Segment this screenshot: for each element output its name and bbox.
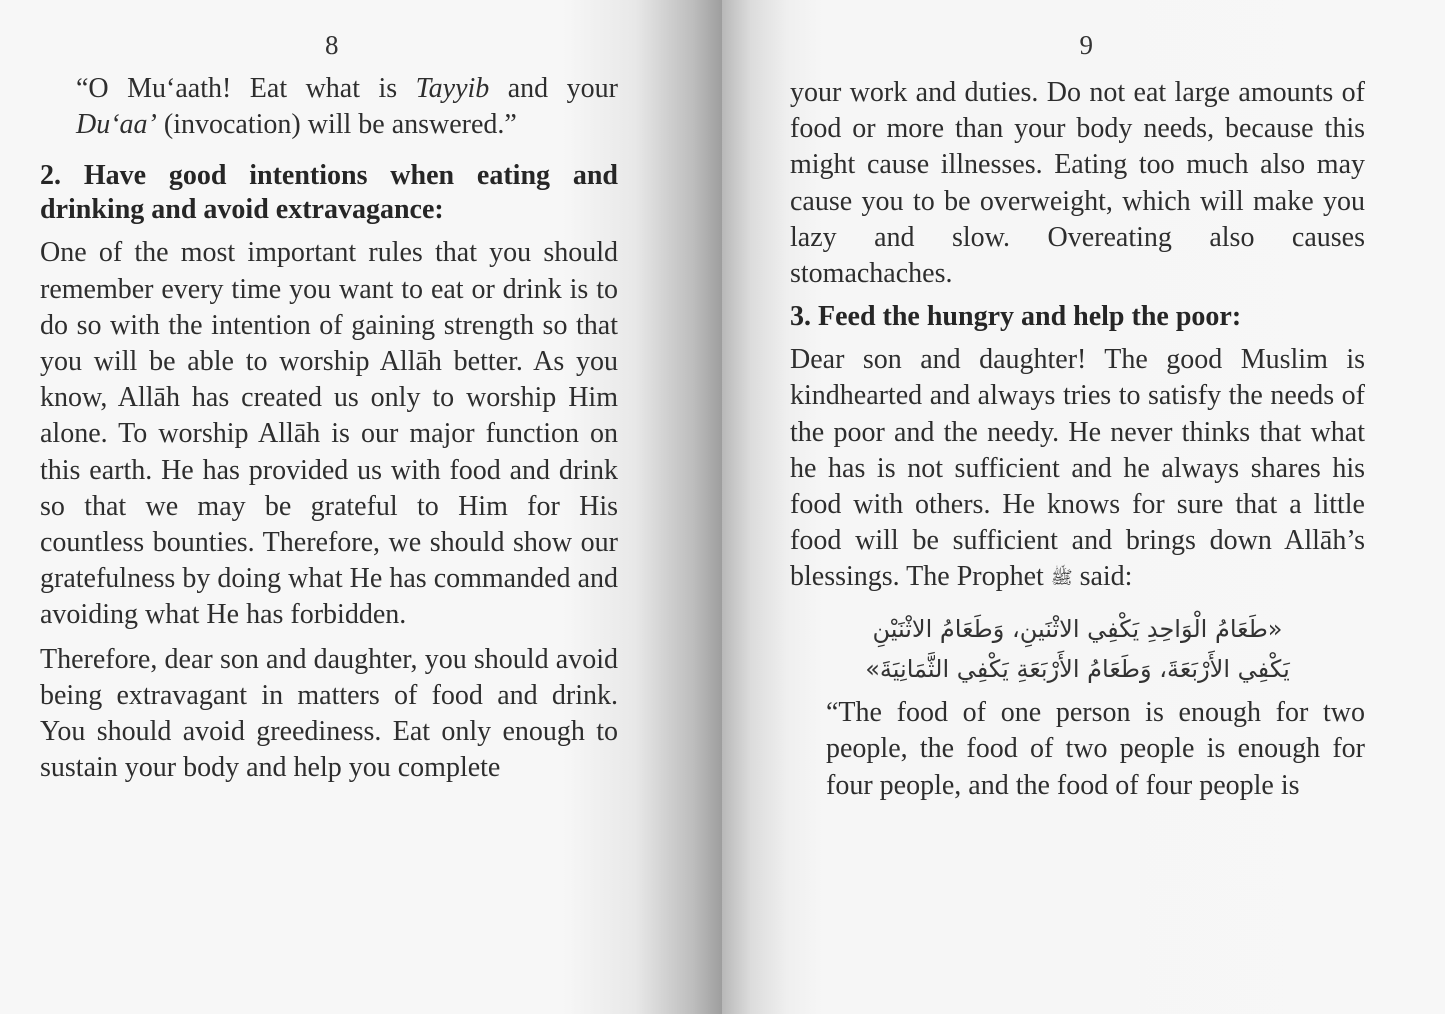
quote-text: (invocation) will be answered.”: [156, 109, 517, 141]
paragraph-text: Dear son and daughter! The good Muslim is kindhearted and always tries to satisfy the needs of the poor and the needy. He never thinks that what he has is not sufficient and he always shares his food with others. He knows for sure that a little food will be sufficient and brings down Allāh’s blessings. The Prophet: [790, 344, 1365, 593]
term-tayyib: Tayyib: [415, 73, 490, 104]
paragraph-overeating: your work and duties. Do not eat large amounts of food or more than your body needs, because this might cause illnesses. Eating too much also may cause you to be overweight, which will make you lazy and slow. Overeating also causes stomachaches.: [790, 77, 1365, 290]
arabic-hadith: [790, 609, 1365, 689]
arabic-line-1: «طَعَامُ الْوَاحِدِ يَكْفِي الاثْنَينِ، وَطَعَامُ الاثْنَيْنِ: [872, 615, 1283, 644]
said-label: said:: [1079, 561, 1133, 593]
quote-text: and your: [489, 73, 618, 104]
right-page-body: [790, 75, 1365, 804]
term-duaa: Du‘aa’: [76, 109, 157, 141]
paragraph-feed-hungry: [790, 342, 1365, 597]
page-number-right: 9: [1079, 30, 1093, 60]
section-heading-2: 2. Have good intentions when eating and drinking and avoid extravagance:: [40, 160, 618, 226]
paragraph-extravagance: Therefore, dear son and daughter, you should avoid being extravagant in matters of food and drink. You should avoid greediness. Eat only enough to sustain your body and help you complete: [40, 643, 618, 784]
page-number-left: 8: [325, 30, 339, 60]
arabic-line-2: يَكْفِي الأَرْبَعَةَ، وَطَعَامُ الأَرْبَعَةِ يَكْفِي الثَّمَانِيَةَ»: [865, 655, 1290, 684]
hadith-translation: “The food of one person is enough for two people, the food of two people is enough for four people, and the food of four people is: [826, 697, 1365, 801]
left-page: [0, 0, 722, 1014]
hadith-quote: [40, 71, 618, 143]
right-page: [722, 0, 1445, 1014]
pbuh-symbol-icon: ﷺ: [1050, 567, 1073, 589]
left-page-body: [40, 71, 618, 794]
section-heading-3: 3. Feed the hungry and help the poor:: [790, 301, 1242, 333]
paragraph-intentions: One of the most important rules that you should remember every time you want to eat or drink is to do so with the intention of gaining strength so that you will be able to worship Allāh better. As you know, Allāh has created us only to worship Him alone. To worship Allāh is our major function on this earth. He has provided us with food and drink so that we may be grateful to Him for His countless bounties. Therefore, we should show our gratefulness by doing what He has commanded and avoiding what He has forbidden.: [40, 237, 618, 631]
quote-text: “O Mu‘aath! Eat what is: [76, 73, 416, 104]
